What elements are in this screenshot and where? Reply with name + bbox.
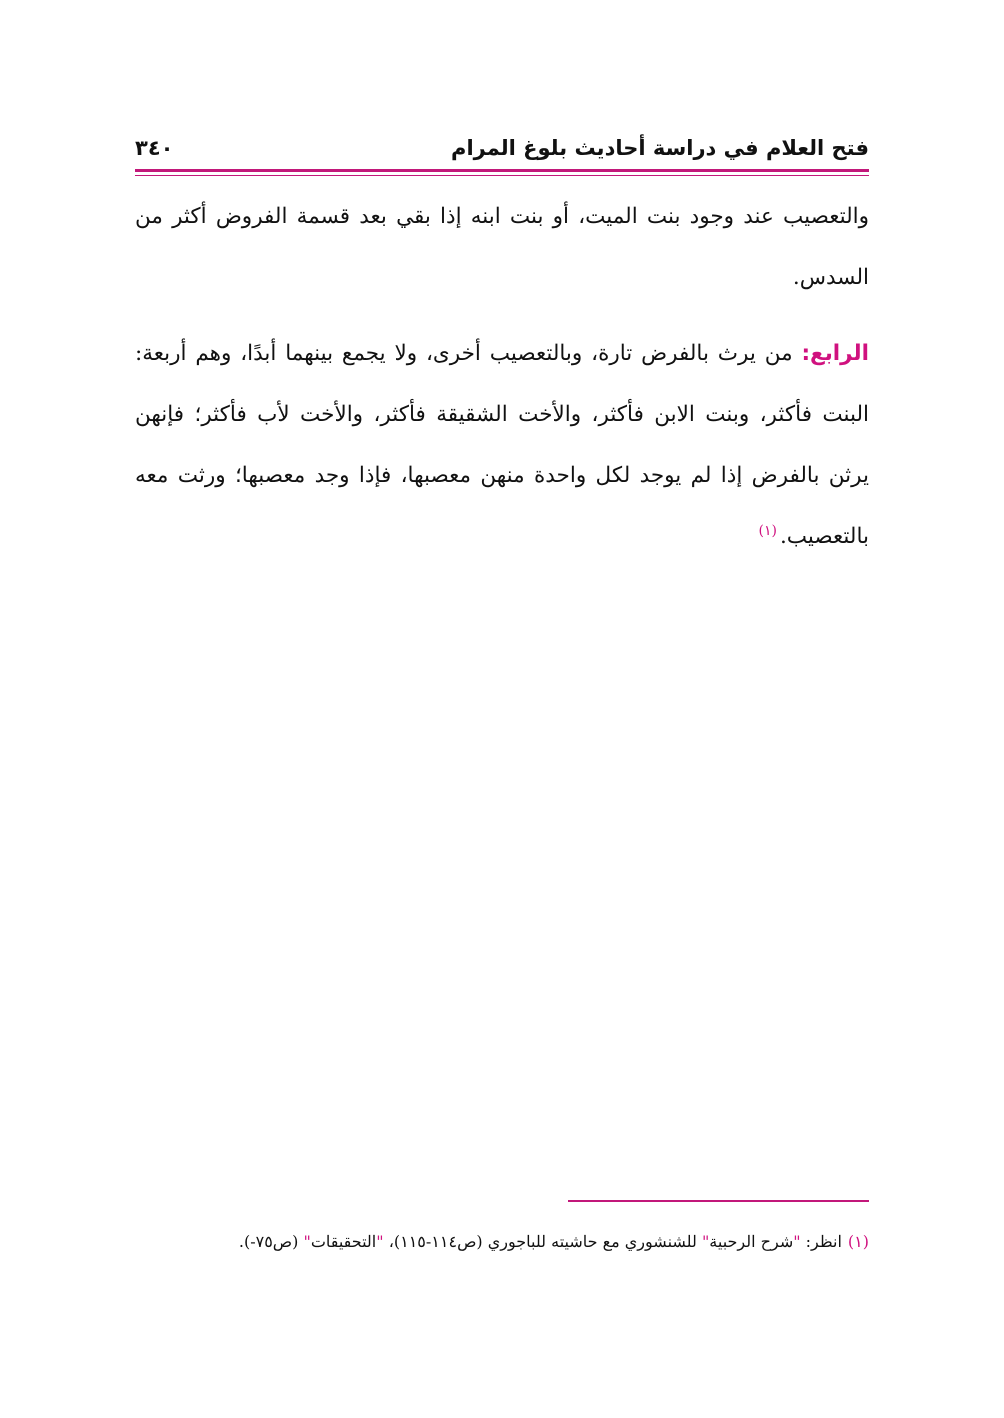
footnote-text-b: للشنشوري مع حاشيته للباجوري (ص١١٤-١١٥)،: [383, 1232, 702, 1251]
paragraph-1: والتعصيب عند وجود بنت الميت، أو بنت ابنه إذا بقي بعد قسمة الفروض أكثر من السدس.: [135, 204, 869, 290]
footnote-separator: [568, 1200, 869, 1202]
paragraph-2-text: من يرث بالفرض تارة، وبالتعصيب أخرى، ولا يجمع بينهما أبدًا، وهم أربعة: البنت فأكثر، وبنت الابن فأكثر، والأخت الشقيقة فأكثر، والأخت لأب فأكثر؛ فإنهن يرثن بالفرض إذا لم يوجد لكل واحدة منهن معصبها، فإذا وجد معصبها؛ ورثت معه بالتعصيب.: [135, 341, 870, 549]
footnote-reference[interactable]: (١): [758, 522, 777, 539]
body-text: [135, 186, 869, 567]
footnote-number: (١): [847, 1232, 869, 1251]
paragraph-2: [135, 323, 869, 567]
section-lead-label: الرابع:: [801, 341, 869, 366]
header-rule-thick: [135, 169, 869, 172]
footnote-quote-2: "التحقيقات": [303, 1232, 384, 1251]
header-rule-thin: [135, 175, 869, 176]
footnote-text-c: (ص٧٥-).: [238, 1232, 304, 1251]
page-number: ٣٤٠: [135, 136, 174, 160]
footnote: [135, 1228, 869, 1256]
running-header: [135, 128, 869, 168]
footnote-quote-1: "شرح الرحبية": [701, 1232, 801, 1251]
footnote-text-a: انظر:: [800, 1232, 842, 1251]
book-title: فتح العلام في دراسة أحاديث بلوغ المرام: [451, 136, 869, 160]
page: [135, 0, 869, 1418]
